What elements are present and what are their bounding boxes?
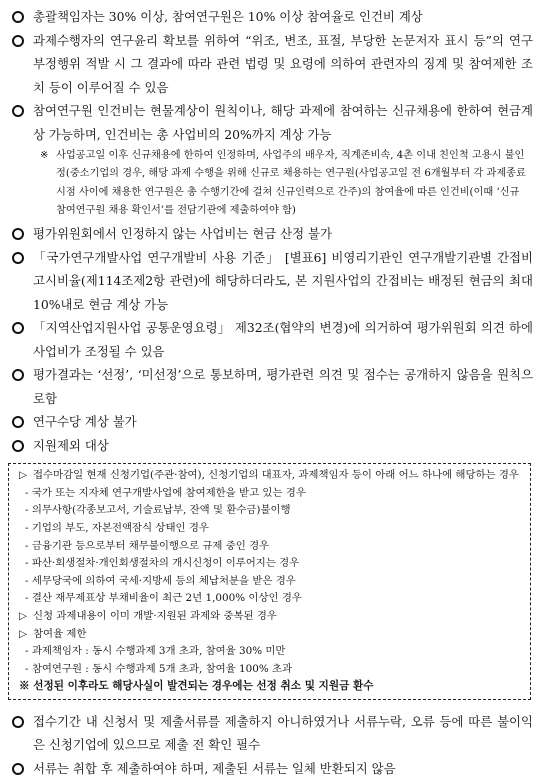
box-line-text: - 참여연구원 : 동시 수행과제 5개 초과, 참여율 100% 초과 [25,662,293,675]
circle-bullet-icon [12,440,24,452]
box-line [19,608,522,626]
bullet-text: 과제수행자의 연구윤리 확보를 위하여 “위조, 변조, 표절, 부당한 논문저자 표시 등”의 연구 부정행위 적발 시 그 결과에 따라 관련 법령 및 요령에 의하여 관련자의 징계 및 참여제한 조치 등이 이루어질 수 있음 [33,32,533,95]
box-emphasis-note: ※ 선정된 이후라도 해당사실이 발견되는 경우에는 선정 취소 및 지원금 환수 [19,680,374,693]
box-line-text: - 금융기관 등으로부터 채무불이행으로 규제 중인 경우 [25,539,270,552]
box-line [19,485,522,503]
box-line-text: - 파산·회생절차·개인회생절차의 개시신청이 이루어지는 경우 [25,557,300,570]
circle-bullet-icon [12,416,24,428]
box-line [19,626,522,644]
bullet-text: 「지역산업지원사업 공통운영요령」 제32조(협약의 변경)에 의거하여 평가위원회 의견 하에 사업비가 조정될 수 있음 [33,320,533,359]
bullet-item [12,757,533,781]
box-line [19,467,522,485]
bullet-item [12,363,533,410]
bullet-text: 평가결과는 ‘선정’, ‘미선정’으로 통보하며, 평가관련 의견 및 점수는 공개하지 않음을 원칙으로함 [33,367,533,406]
note-text: 사업공고일 이후 신규채용에 한하여 인정하며, 사업주의 배우자, 직계존비속, 4촌 이내 친인척 고용시 불인정(중소기업의 경우, 해당 과제 수행을 위해 신규로 채용하는 연구원(사업공고일 전 6개월부터 각 과제종료 시점 사이에 채용한 연구원은 총 수행기간에 걸쳐 신규인력으로 간주)의 참여율에 따른 인건비(이때 ‘신규 참여연구원 채용 확인서’를 전담기관에 제출하여야 함) [56,150,526,216]
box-line-text: 접수마감일 현재 신청기업(주관·참여), 신청기업의 대표자, 과제책임자 등이 아래 어느 하나에 해당하는 경우 [33,469,519,482]
bullet-text: 참여연구원 인건비는 현물계상이 원칙이나, 해당 과제에 참여하는 신규채용에 한하여 현금계상 가능하며, 인건비는 총 사업비의 20%까지 계상 가능 [33,103,533,142]
circle-bullet-icon [12,763,24,775]
box-line-text: - 결산 재무제표상 부채비율이 최근 2년 1,000% 이상인 경우 [25,592,302,605]
circle-bullet-icon [12,369,24,381]
bullet-item [12,29,533,100]
footnote [40,147,531,220]
box-line [19,643,522,661]
box-line-text: - 세무당국에 의하여 국세·지방세 등의 체납처분을 받은 경우 [25,574,296,587]
box-line-text: 참여율 제한 [33,627,87,640]
circle-bullet-icon [12,322,24,334]
box-line-text: - 의무사항(각종보고서, 기술료납부, 잔액 및 환수금)불이행 [25,504,291,517]
bullet-item [12,99,533,146]
box-line-text: - 국가 또는 지자체 연구개발사업에 참여제한을 받고 있는 경우 [25,486,306,499]
triangle-bullet-icon: ▷ [19,627,27,640]
box-line [19,502,522,520]
box-line-text: 신청 과제내용이 이미 개발·지원된 과제와 중복된 경우 [33,609,277,622]
bullet-text: 서류는 취합 후 제출하여야 하며, 제출된 서류는 일체 반환되지 않음 [33,760,396,776]
box-line [19,590,522,608]
bullet-item [12,5,533,29]
box-line-text: - 과제책임자 : 동시 수행과제 3개 초과, 참여율 30% 미만 [25,645,286,658]
circle-bullet-icon [12,252,24,264]
bullet-item [12,434,533,458]
circle-bullet-icon [12,35,24,47]
bullet-item [12,222,533,246]
circle-bullet-icon [12,11,24,23]
bullet-text: 평가위원회에서 인정하지 않는 사업비는 현금 산정 불가 [33,226,332,242]
box-line-text: - 기업의 부도, 자본전액잠식 상태인 경우 [25,521,209,534]
box-line [19,538,522,556]
bullet-text: 「국가연구개발사업 연구개발비 사용 기준」 [별표6] 비영리기관인 연구개발기관별 간접비고시비율(제114조제2항 관련)에 해당하더라도, 본 지원사업의 간접비는 배정된 현금의 최대 10%내로 현금 계상 가능 [33,249,533,312]
box-line [19,520,522,538]
bullet-item [12,710,533,757]
bullet-text: 지원제외 대상 [33,437,109,453]
bullet-item [12,410,533,434]
bullet-text: 접수기간 내 신청서 및 제출서류를 제출하지 아니하였거나 서류누락, 오류 등에 따른 불이익은 신청기업에 있으므로 제출 전 확인 필수 [33,713,533,753]
bullet-text: 연구수당 계상 불가 [33,414,137,430]
bullet-text: 총괄책임자는 30% 이상, 참여연구원은 10% 이상 참여율로 인건비 계상 [33,9,423,24]
box-line [19,573,522,591]
circle-bullet-icon [12,228,24,240]
bullet-item [12,316,533,363]
triangle-bullet-icon: ▷ [19,469,27,482]
circle-bullet-icon [12,716,24,728]
note-mark: ※ [40,150,49,161]
bullet-item [12,246,533,317]
box-line [19,661,522,679]
exclusion-criteria-box [8,463,531,700]
box-line [19,555,522,573]
circle-bullet-icon [12,105,24,117]
triangle-bullet-icon: ▷ [19,609,27,622]
